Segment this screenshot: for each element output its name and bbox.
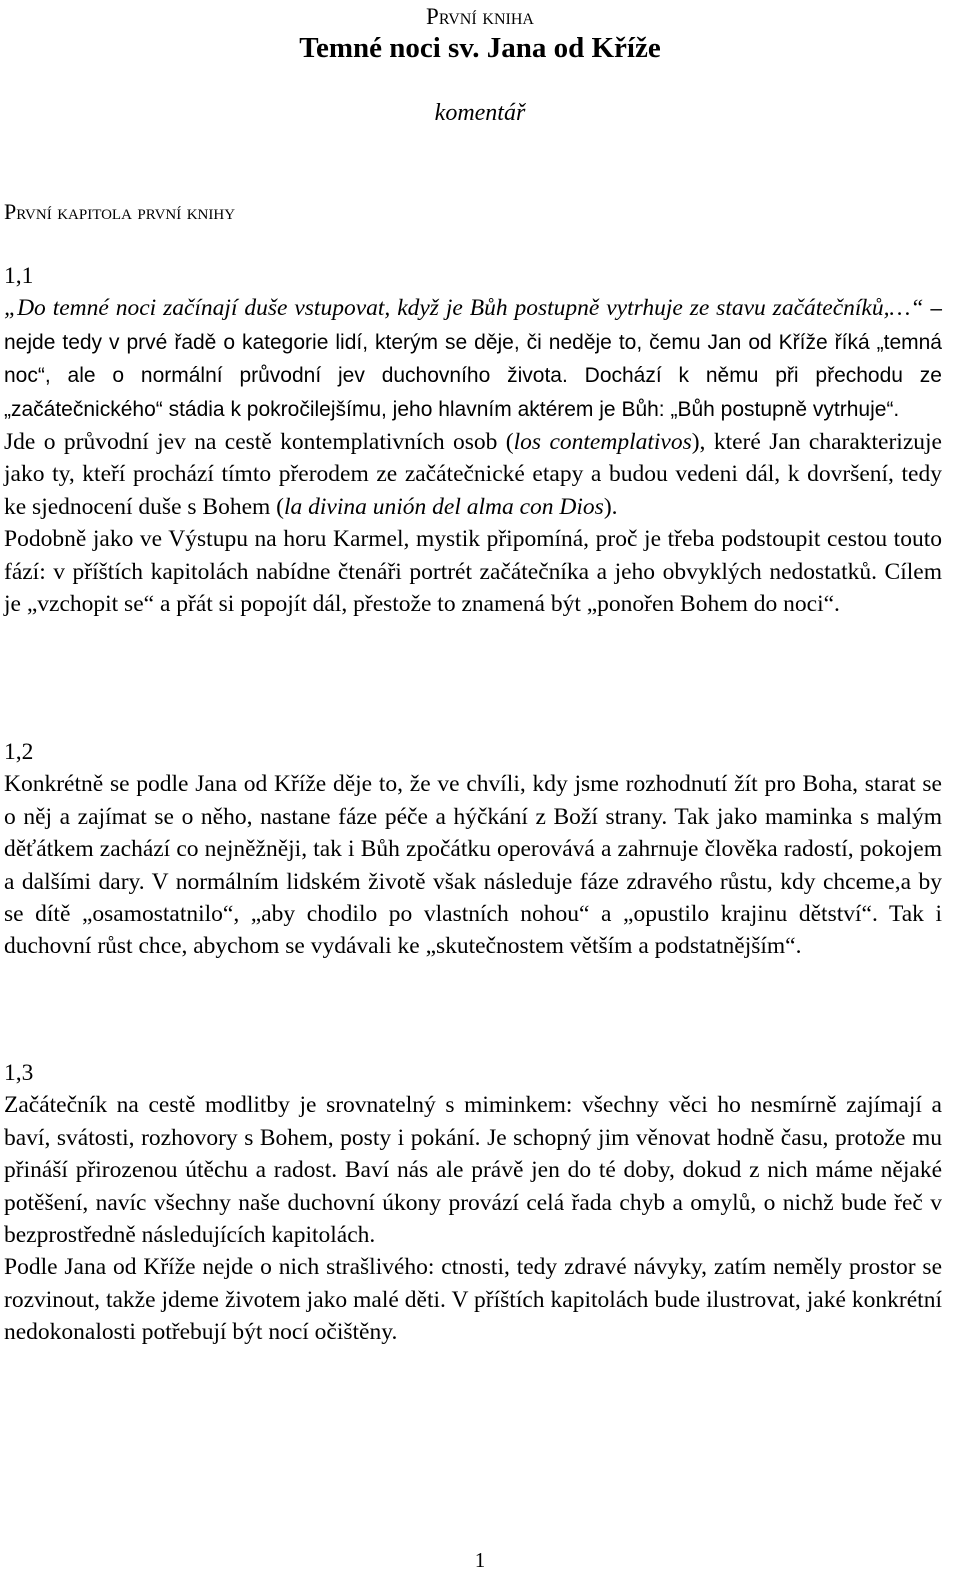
- section-1-2: [4, 736, 942, 963]
- page-number: 1: [474, 1548, 486, 1572]
- text-run: Jde o průvodní jev na cestě kontemplativních osob (: [4, 429, 514, 456]
- paragraph: Konkrétně se podle Jana od Kříže děje to, že ve chvíli, kdy jsme rozhodnutí žít pro Boha, starat se o něj a zajímat se o něho, nastane fáze péče a hýčkání z Boží strany. Tak jako maminka s malým děťátkem zachází co nejněžněji, tak i Bůh zpočátku operovává a zahrnuje člověka radostí, pokojem a dalšími dary. V normálním lidském životě však následuje fáze zdravého růstu, kdy chceme,a by se dítě „osamostatnilo“, „aby chodilo po vlastních nohou“ a „opustilo krajinu dětství“. Tak i duchovní růst chce, abychom se vydávali ke „skutečnostem větším a podstatnějším“.: [4, 771, 942, 960]
- paragraph: [4, 426, 942, 523]
- book-title: Temné noci sv. Jana od Kříže: [299, 32, 661, 64]
- subtitle: komentář: [434, 100, 526, 126]
- text-run: ).: [603, 493, 618, 520]
- book-label: První kniha: [426, 4, 534, 29]
- section-number: 1,2: [4, 739, 34, 765]
- quote: „Do temné noci začínají duše vstupovat, když je Bůh postupně vytrhuje ze stavu začátečníků,…“: [4, 295, 924, 322]
- paragraph: Začátečník na cestě modlitby je srovnatelný s miminkem: všechny věci ho nesmírně zajímají a baví, svátosti, rozhovory s Bohem, posty i pokání. Je schopný jim věnovat hodně času, protože mu přináší přirozenou útěchu a radost. Baví nás ale právě jen do té doby, dokud z nich máme nějaké potěšení, navíc všechny naše duchovní úkony provází celá řada chyb a omylů, o nichž bude řeč v bezprostředně následujících kapitolách.: [4, 1092, 942, 1249]
- section-1-1: [4, 260, 942, 620]
- commentary-text: – nejde tedy v prvé řadě o kategorie lidí, kterým se děje, či neděje to, čemu Jan od Kříže říká „temná noc“, ale o normální průvodní jev duchovního života. Dochází k němu při přechodu ze „začátečnického“ stádia k pokročilejšímu, jeho hlavním aktérem je Bůh: „Bůh postupně vytrhuje“.: [4, 297, 942, 421]
- paragraph: Podle Jana od Kříže nejde o nich strašlivého: ctnosti, tedy zdravé návyky, zatím neměly prostor se rozvinout, takže jdeme životem jako malé děti. V příštích kapitolách bude ilustrovat, jaké konkrétní nedokonalosti potřebují být nocí očištěny.: [4, 1254, 942, 1346]
- section-number: 1,1: [4, 263, 34, 289]
- section-1-3: [4, 1057, 942, 1349]
- chapter-heading: První kapitola první knihy: [4, 199, 236, 224]
- spanish-term: los contemplativos: [513, 429, 692, 456]
- paragraph: [4, 292, 942, 426]
- spanish-term: la divina unión del alma con Dios: [283, 493, 604, 520]
- text-run: ), které Jan charakterizuje jako ty, kteří prochází tímto přerodem ze začátečnické etapy a budou vedeni dál, k dovršení, tedy ke sjednocení duše s Bohem (: [4, 429, 942, 520]
- section-number: 1,3: [4, 1060, 34, 1086]
- paragraph: Podobně jako ve Výstupu na horu Karmel, mystik připomíná, proč je třeba podstoupit cestou touto fází: v příštích kapitolách nabídne čtenáři portrét začátečníka a jeho obvyklých nedostatků. Cílem je „vzchopit se“ a přát si popojít dál, přestože to znamená být „ponořen Bohem do noci“.: [4, 526, 942, 618]
